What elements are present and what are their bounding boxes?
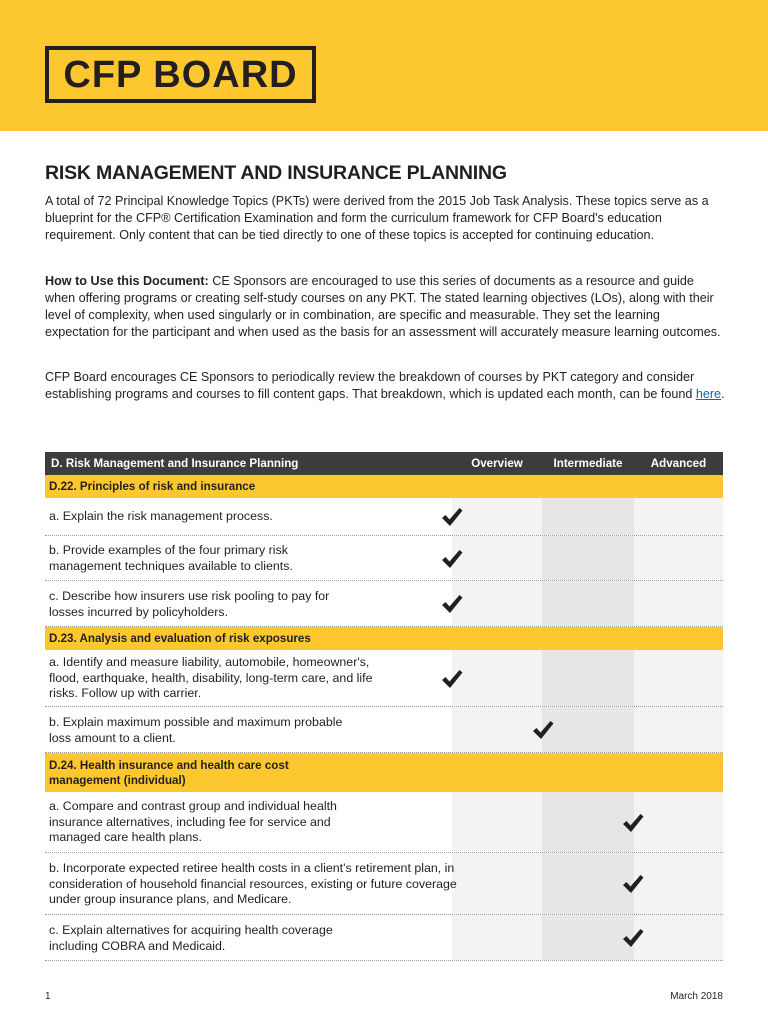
category-title: D.22. Principles of risk and insurance	[49, 480, 256, 493]
level-columns-background	[452, 707, 723, 752]
category-row	[45, 753, 723, 792]
table-header	[45, 452, 723, 475]
table-row	[45, 498, 723, 536]
intro-paragraph: A total of 72 Principal Knowledge Topics (PKTs) were derived from the 2015 Job Task Analysis. These topics serve as a blueprint for the CFP® Certification Examination and form the curriculum framework for CFP Board's education requirement. Only content that can be tied directly to one of these topics is accepted for continuing education.	[45, 194, 709, 242]
checkmark-icon	[441, 594, 463, 614]
level-columns-background	[452, 915, 723, 960]
cfp-board-logo	[45, 46, 316, 103]
breakdown-end: .	[721, 387, 725, 401]
table-row	[45, 581, 723, 627]
here-link[interactable]: here	[695, 387, 722, 401]
how-to-paragraph	[45, 273, 725, 341]
table-row	[45, 650, 723, 707]
category-row	[45, 475, 723, 498]
column-header-advanced: Advanced	[650, 457, 707, 470]
breakdown-paragraph	[45, 369, 725, 403]
table-row	[45, 792, 723, 853]
breakdown-text: CFP Board encourages CE Sponsors to periodically review the breakdown of courses by PKT category and consider establishing programs and courses to fill content gaps. That breakdown, which is updated each month, can be found	[45, 370, 696, 401]
table-row	[45, 853, 723, 915]
learning-objective-text: b. Provide examples of the four primary risk management techniques available to clients.	[49, 543, 293, 573]
level-columns-background	[452, 792, 723, 852]
logo-text: CFP BOARD	[63, 53, 298, 96]
table-row	[45, 707, 723, 753]
level-columns-background	[452, 650, 723, 706]
checkmark-icon	[622, 874, 644, 894]
header-banner	[0, 0, 768, 131]
how-to-label: How to Use this Document:	[45, 274, 209, 288]
category-row	[45, 627, 723, 650]
column-header-overview: Overview	[471, 457, 523, 470]
level-columns-background	[452, 581, 723, 626]
table-row	[45, 536, 723, 581]
learning-objective-text: b. Explain maximum possible and maximum probable loss amount to a client.	[49, 715, 343, 745]
footer-date: March 2018	[670, 991, 723, 1002]
table-row	[45, 915, 723, 961]
learning-objective-text: c. Explain alternatives for acquiring health coverage including COBRA and Medicaid.	[49, 923, 333, 953]
level-columns-background	[452, 536, 723, 580]
checkmark-icon	[622, 928, 644, 948]
table-body	[45, 475, 723, 961]
checkmark-icon	[532, 720, 554, 740]
level-columns-background	[452, 853, 723, 914]
checkmark-icon	[441, 669, 463, 689]
table-header-title: D. Risk Management and Insurance Planning	[51, 457, 299, 470]
how-to-text: CE Sponsors are encouraged to use this series of documents as a resource and guide when offering programs or creating self-study courses on any PKT. The stated learning objectives (LOs), along with their level of complexity, when used singularly or in combination, are specific and measurable. They set the learning expectation for the participant and when used as the basis for an assessment will accurately measure learning outcomes.	[45, 274, 721, 339]
page-number: 1	[45, 991, 51, 1002]
checkmark-icon	[622, 813, 644, 833]
page-title: RISK MANAGEMENT AND INSURANCE PLANNING	[45, 162, 507, 184]
category-title: D.24. Health insurance and health care cost management (individual)	[49, 759, 289, 787]
category-title: D.23. Analysis and evaluation of risk exposures	[49, 632, 311, 645]
learning-objective-text: c. Describe how insurers use risk pooling to pay for losses incurred by policyholders.	[49, 589, 330, 619]
level-columns-background	[452, 498, 723, 535]
learning-objective-text: a. Explain the risk management process.	[49, 509, 273, 523]
learning-objectives-table	[45, 452, 723, 961]
learning-objective-text: a. Identify and measure liability, automobile, homeowner's, flood, earthquake, health, disability, long-term care, and life risks. Follow up with carrier.	[49, 655, 373, 700]
learning-objective-text: b. Incorporate expected retiree health costs in a client's retirement plan, in consideration of household financial resources, existing or future coverage under group insurance plans, and Medicare.	[49, 861, 457, 906]
learning-objective-text: a. Compare and contrast group and individual health insurance alternatives, including fee for service and managed care health plans.	[49, 799, 337, 844]
checkmark-icon	[441, 507, 463, 527]
column-header-intermediate: Intermediate	[553, 457, 623, 470]
checkmark-icon	[441, 549, 463, 569]
